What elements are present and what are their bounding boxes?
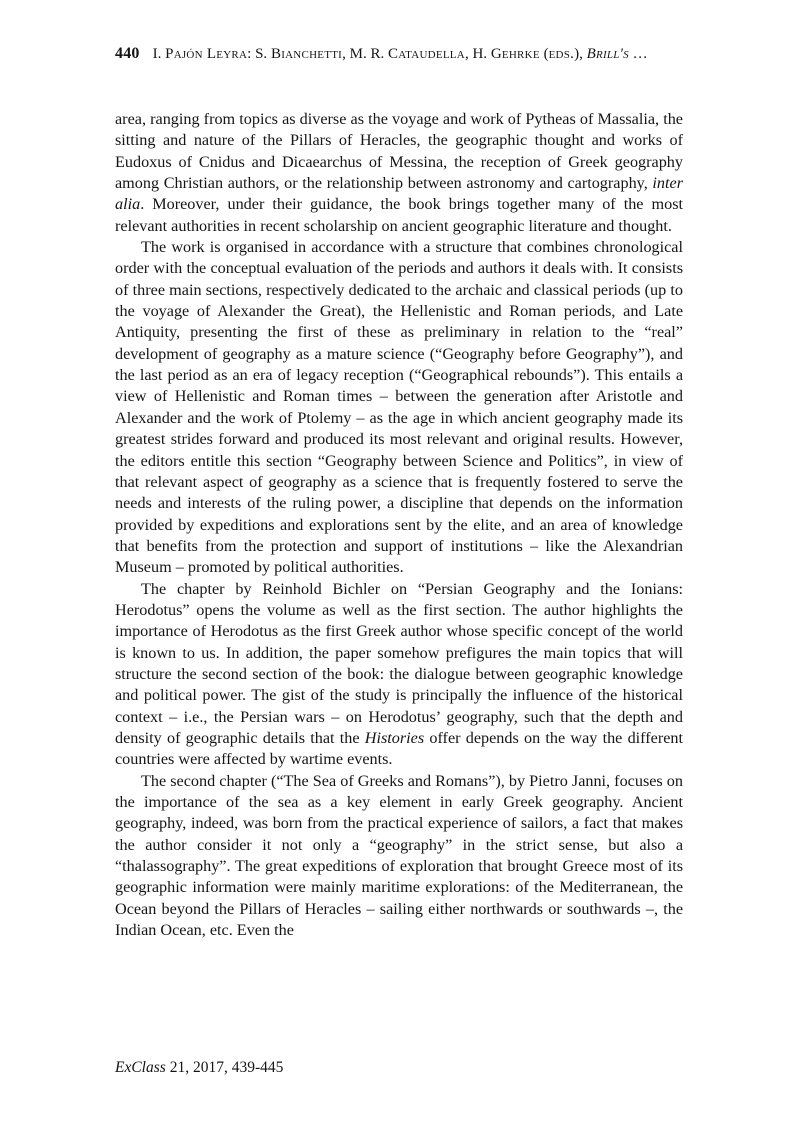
paragraph-1-italic-phrase: inter alia (115, 174, 683, 214)
paragraph-1-segment-a: area, ranging from topics as diverse as the voyage and work of Pytheas of Massalia, the sitting and nature of the Pillars of Heracles, the geographic thought and works of Eudoxus of Cnidus and Dicaearchus of Messina, the reception of Greek geography among Christian authors, or the relationship between astronomy and cartography, (115, 110, 683, 193)
running-head-separator: : (247, 46, 256, 62)
paragraph-2: The work is organised in accordance with a structure that combines chronological order with the conceptual evaluation of the periods and authors it deals with. It consists of three main sections, respectively dedicated to the archaic and classical periods (up to the voyage of Alexander the Great), the Hellenistic and Roman periods, and Late Antiquity, presenting the first of these as preliminary in relation to the “real” development of geography as a mature science (“Geography before Geography”), and the last period as an era of legacy reception (“Geographical rebounds”). This entails a view of Hellenistic and Roman times – between the generation after Aristotle and Alexander and the work of Ptolemy – as the age in which ancient geography made its greatest strides forward and produced its most relevant and original results. However, the editors entitle this section “Geography between Science and Politics”, in view of that relevant aspect of geography as a science that is frequently fostered to serve the needs and interests of the ruling power, a discipline that depends on the information provided by expeditions and explorations sent by the elite, and an area of knowledge that benefits from the protection and support of institutions – like the Alexandrian Museum – promoted by political authorities. (115, 238, 683, 577)
editor1-lastname: Bianchetti (270, 46, 343, 62)
eds-label: eds. (548, 46, 575, 62)
running-head (115, 44, 683, 64)
paragraph-3-segment-a: The chapter by Reinhold Bichler on “Persian Geography and the Ionians: Herodotus” opens the volume as well as the first section. The author highlights the importance of Herodotus as the first Greek author whose specific concept of the world is known to us. In addition, the paper somehow prefigures the main topics that will structure the second section of the book: the dialogue between geographic knowledge and political power. The gist of the study is principally the influence of the historical context – i.e., the Persian wars – on Herodotus’ geography, such that the depth and density of geographic details that the (115, 579, 683, 747)
editor1-initial: S. (255, 46, 271, 62)
reviewer-initial: I. (152, 46, 166, 62)
running-head-ellipsis: … (628, 46, 648, 62)
eds-close-paren: ), (574, 46, 587, 62)
running-head-comma-2: , (464, 46, 473, 62)
work-title: Brill's (586, 46, 629, 62)
paragraph-3-segment-b: offer depends on the way the different countries were affected by wartime events. (115, 728, 683, 769)
body-text-block (115, 109, 683, 941)
paragraph-4: The second chapter (“The Sea of Greeks and Romans”), by Pietro Janni, focuses on the importance of the sea as a key element in early Greek geography. Ancient geography, indeed, was born from the practical experience of sailors, a fact that makes the author consider it not only a “geography” in the strict sense, but also a “thalassography”. The great expeditions of exploration that brought Greece most of its geographic information were mainly maritime explorations: of the Mediterranean, the Ocean beyond the Pillars of Heracles – sailing either northwards or southwards –, the Indian Ocean, etc. Even the (115, 771, 683, 940)
editor2-initial: M. R. (349, 46, 388, 62)
page-footer (115, 1058, 283, 1078)
editor2-lastname: Cataudella (387, 46, 465, 62)
paragraph-1 (115, 109, 683, 237)
page-number: 440 (115, 45, 140, 62)
running-head-comma-1: , (342, 46, 350, 62)
running-head-text (153, 46, 648, 62)
journal-name: ExClass (115, 1059, 166, 1076)
paragraph-3 (115, 579, 683, 771)
journal-citation: 21, 2017, 439-445 (165, 1059, 284, 1076)
paragraph-1-segment-b: . Moreover, under their guidance, the book brings together many of the most relevant authorities in recent scholarship on ancient geographic literature and thought. (115, 195, 683, 235)
reviewer-lastname: Pajón Leyra (165, 46, 248, 62)
eds-open-paren: ( (539, 46, 549, 62)
editor3-lastname: Gehrke (490, 46, 540, 62)
paragraph-3-italic-phrase: Histories (364, 728, 425, 747)
editor3-initial: H. (472, 46, 491, 62)
